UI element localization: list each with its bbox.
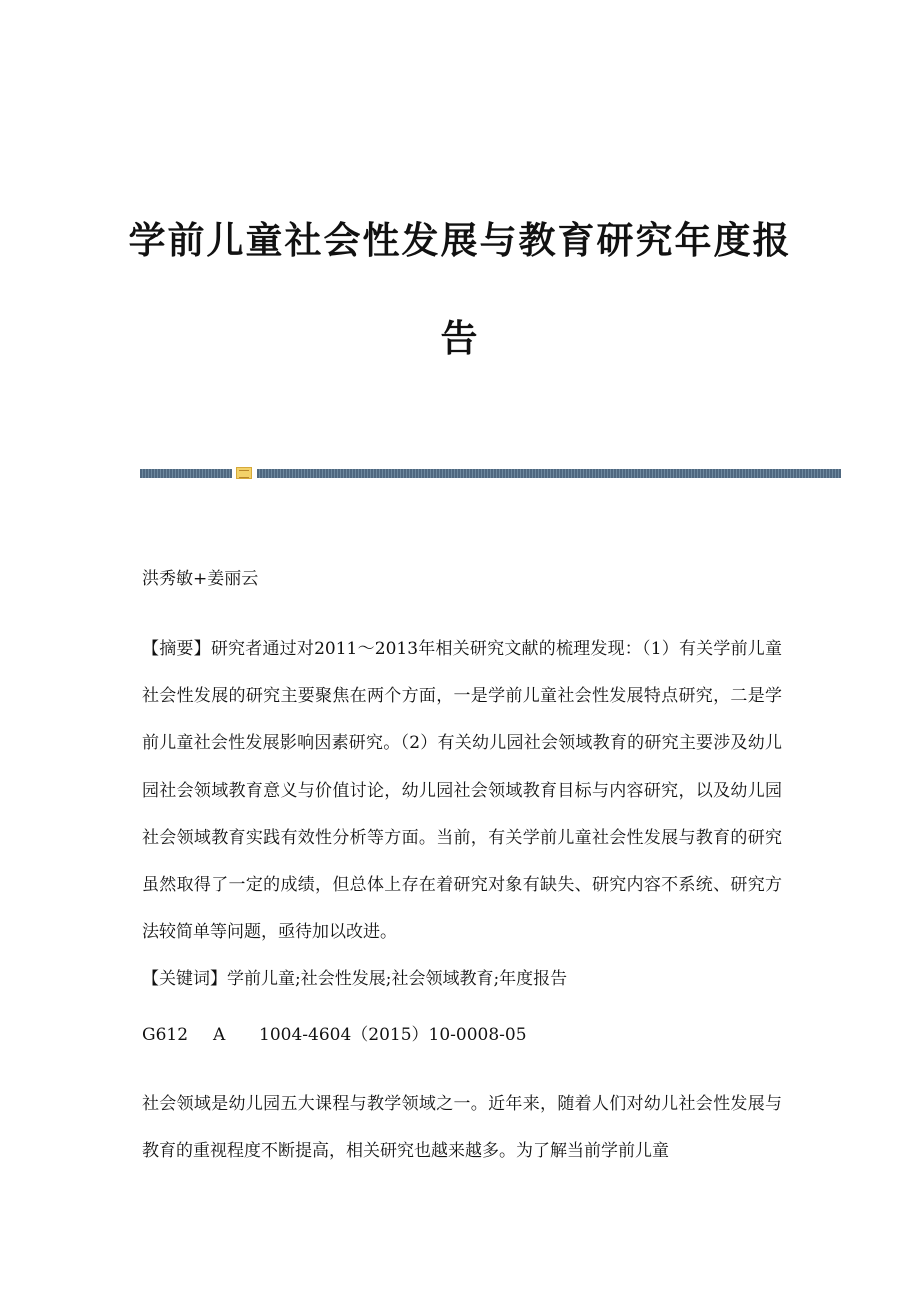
- body-paragraph: 社会领域是幼儿园五大课程与教学领域之一。近年来，随着人们对幼儿社会性发展与教育的重视程度不断提高，相关研究也越来越多。为了解当前学前儿童: [142, 1094, 782, 1161]
- authors: 洪秀敏+姜丽云: [142, 569, 259, 589]
- abstract-text: 研究者通过对2011～2013年相关研究文献的梳理发现：（1）有关学前儿童社会性发展的研究主要聚焦在两个方面，一是学前儿童社会性发展特点研究，二是学前儿童社会性发展影响因素研究。（2）有关幼儿园社会领域教育的研究主要涉及幼儿园社会领域教育意义与价值讨论，幼儿园社会领域教育目标与内容研究，以及幼儿园社会领域教育实践有效性分析等方面。当前，有关学前儿童社会性发展与教育的研究虽然取得了一定的成绩，但总体上存在着研究对象有缺失、研究内容不系统、研究方法较简单等问题，亟待加以改进。: [142, 639, 783, 943]
- article-id: 1004-4604（2015）10-0008-05: [259, 1025, 527, 1045]
- keywords: [142, 971, 567, 988]
- page-title-line-1: 学前儿童社会性发展与教育研究年度报: [128, 218, 792, 262]
- divider-rule-left: [140, 469, 232, 478]
- abstract-label: 【摘要】: [142, 639, 211, 659]
- envelope-icon: [236, 467, 252, 479]
- document-code: A: [213, 1025, 226, 1045]
- divider-rule-right: [257, 469, 841, 478]
- keywords-text: 学前儿童;社会性发展;社会领域教育;年度报告: [227, 969, 568, 989]
- abstract: [142, 626, 782, 956]
- clc-number: G612: [142, 1025, 189, 1045]
- classification-line: [142, 1027, 527, 1044]
- keywords-label: 【关键词】: [142, 969, 227, 989]
- page-title-line-2: 告: [440, 316, 480, 360]
